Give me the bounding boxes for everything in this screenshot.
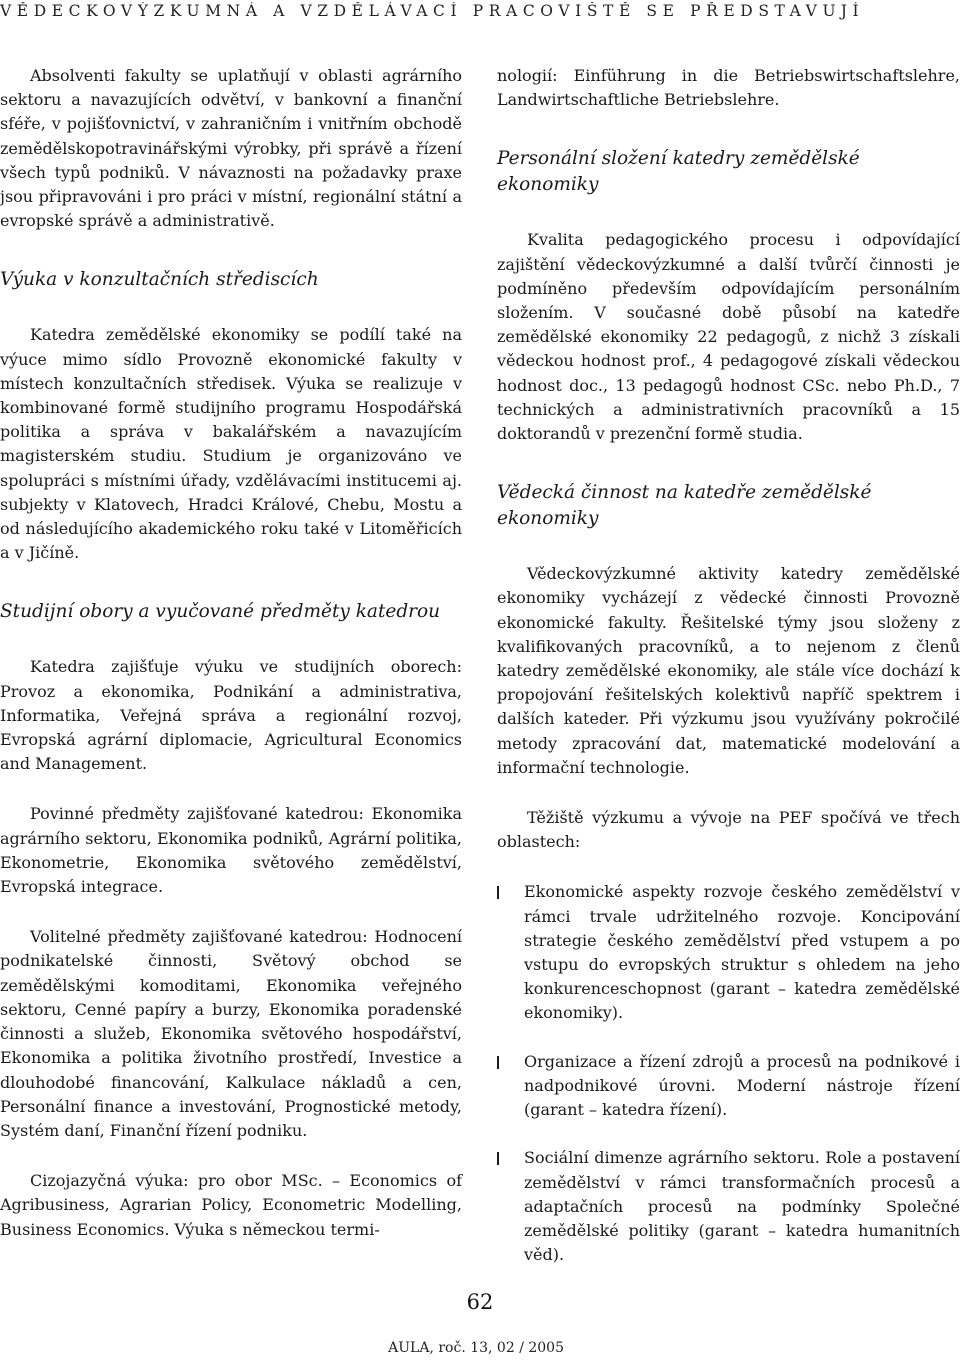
section-heading-consultation-centres: Výuka v konzultačních střediscích [0, 269, 319, 291]
right-column [497, 64, 960, 1267]
footer-credit: AULA, roč. 13, 02 / 2005 [388, 1340, 564, 1356]
consultation-centres-paragraph: Katedra zemědělské ekonomiky se podílí také na výuce mimo sídlo Provozně ekonomické fakulty v místech konzultačních středisek. Výuka se realizuje v kombinované formě studijního programu Hospodářská politika a správa v bakalářském a navazujícím magisterském studiu. Studium je organizováno ve spolupráci s místními úřady, vzdělávacími institucemi aj. subjekty v Klatovech, Hradci Králové, Chebu, Mostu a od následujícího akademického roku také v Litoměřicích a v Jičíně. [0, 325, 462, 563]
list-item-text: Organizace a řízení zdrojů a procesů na podnikové i nadpodnikové úrovni. Moderní nástroje řízení (garant – katedra řízení). [524, 1051, 960, 1120]
research-paragraph: Vědeckovýzkumné aktivity katedry zemědělské ekonomiky vycházejí z vědecké činnosti Provozně ekonomické fakulty. Řešitelské týmy jsou složeny z kvalifikovaných pracovníků, a to nejenom z členů katedry zemědělské ekonomiky, ale stále více dochází k propojování řešitelských kolektivů napříč spektrem i dalších kateder. Při výzkumu jsou využívány pokročilé metody zpracování dat, matematické modelování a informační technologie. [497, 564, 960, 777]
continuation-paragraph: nologií: Einführung in die Betriebswirtschaftslehre, Landwirtschaftliche Betriebslehre. [497, 66, 960, 110]
bullet-marker-icon [497, 886, 499, 899]
list-item [497, 1050, 960, 1123]
list-item-text: Ekonomické aspekty rozvoje českého zemědělství v rámci trvale udržitelného rozvoje. Koncipování strategie českého zemědělství před vstupem a po vstupu do evropských struktur s ohledem na jeho konkurenceschopnost (garant – katedra zemědělské ekonomiky). [524, 882, 960, 1023]
optional-subjects-paragraph: Volitelné předměty zajišťované katedrou: Hodnocení podnikatelské činnosti, Světový obchod se zemědělskými komoditami, Ekonomika veřejného sektoru, Cenné papíry a burzy, Ekonomika poradenské činnosti a služeb, Ekonomika světového hospodářství, Ekonomika a politika životního prostředí, Investice a dlouhodobé financování, Kalkulace nákladů a cen, Personální finance a investování, Prognostické metody, Systém daní, Finanční řízení podniku. [0, 927, 462, 1140]
bullet-marker-icon [497, 1056, 499, 1069]
left-column [0, 64, 462, 1242]
section-heading-study-fields: Studijní obory a vyučované předměty katedrou [0, 601, 441, 623]
research-areas-intro: Těžiště výzkumu a vývoje na PEF spočívá ve třech oblastech: [497, 808, 960, 852]
running-head: VĚDECKOVÝZKUMNÁ A VZDĚLÁVACÍ PRACOVIŠTĚ SE PŘEDSTAVUJÍ [0, 2, 865, 20]
list-item [497, 880, 960, 1025]
compulsory-subjects-paragraph: Povinné předměty zajišťované katedrou: Ekonomika agrárního sektoru, Ekonomika podniků, Agrární politika, Ekonometrie, Ekonomika světového zemědělství, Evropská integrace. [0, 804, 462, 897]
list-item [497, 1146, 960, 1267]
bullet-marker-icon [497, 1152, 499, 1165]
page-number: 62 [466, 1290, 494, 1314]
research-areas-list [497, 880, 960, 1267]
foreign-language-teaching-paragraph: Cizojazyčná výuka: pro obor MSc. – Economics of Agribusiness, Agrarian Policy, Econometric Modelling, Business Economics. Výuka s německou termi- [0, 1171, 462, 1239]
study-fields-paragraph: Katedra zajišťuje výuku ve studijních oborech: Provoz a ekonomika, Podnikání a administrativa, Informatika, Veřejná správa a regionální rozvoj, Evropská agrární diplomacie, Agricultural Economics and Management. [0, 657, 462, 774]
section-heading-staff: Personální složení katedry zemědělské ekonomiky [497, 148, 860, 196]
intro-paragraph: Absolventi fakulty se uplatňují v oblasti agrárního sektoru a navazujících odvětví, v bankovní a finanční sféře, v pojišťovnictví, v zahraničním i vnitřním obchodě zemědělskopotravinářskými výrobky, při správě a řízení všech typů podniků. V návaznosti na požadavky praxe jsou připravováni i pro práci v místní, regionální státní a evropské správě a administrativě. [0, 66, 462, 231]
staff-paragraph: Kvalita pedagogického procesu i odpovídající zajištění vědeckovýzkumné a další tvůrčí činnosti je podmíněno především odpovídajícím personálním složením. V současné době působí na katedře zemědělské ekonomiky 22 pedagogů, z nichž 3 získali vědeckou hodnost prof., 4 pedagogové získali vědeckou hodnost doc., 13 pedagogů hodnost CSc. nebo Ph.D., 7 technických a administrativních pracovníků a 15 doktorandů v prezenční formě studia. [497, 230, 960, 444]
list-item-text: Sociální dimenze agrárního sektoru. Role a postavení zemědělství v rámci transformačních procesů a adaptačních procesů na podmínky Společné zemědělské politiky (garant – katedra humanitních věd). [524, 1148, 960, 1265]
section-heading-research: Vědecká činnost na katedře zemědělské ekonomiky [497, 482, 872, 530]
